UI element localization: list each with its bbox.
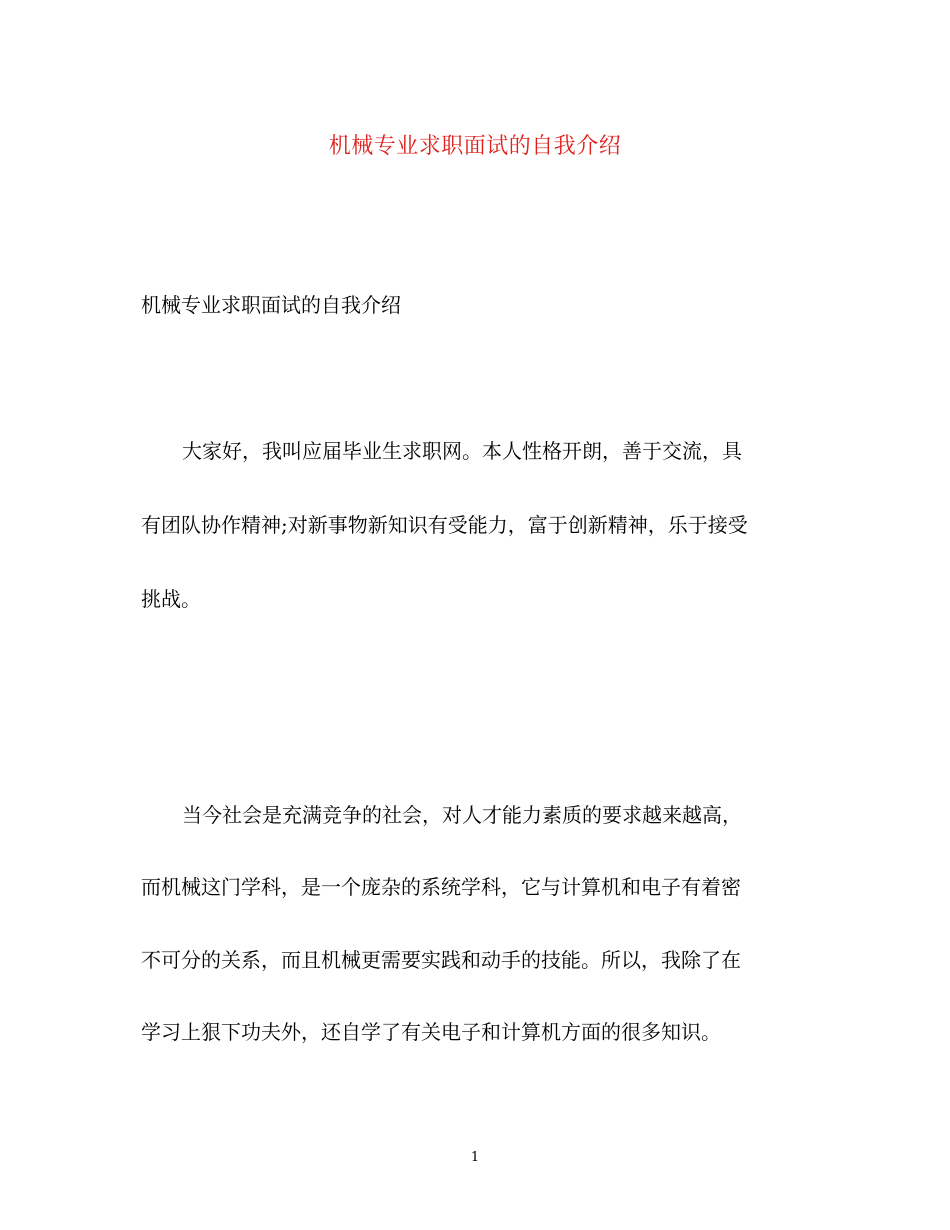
paragraph-line: 挑战。 xyxy=(141,587,201,611)
paragraph-line: 学习上狠下功夫外，还自学了有关电子和计算机方面的很多知识。 xyxy=(141,1020,721,1044)
paragraph-line: 有团队协作精神;对新事物新知识有受能力，富于创新精神，乐于接受 xyxy=(141,513,748,537)
document-title: 机械专业求职面试的自我介绍 xyxy=(328,134,622,159)
page-number: 1 xyxy=(470,1150,480,1165)
paragraph-line: 当今社会是充满竞争的社会，对人才能力素质的要求越来越高， xyxy=(182,803,742,827)
paragraph-line: 大家好，我叫应届毕业生求职网。本人性格开朗，善于交流，具 xyxy=(182,439,742,463)
paragraph-line: 而机械这门学科，是一个庞杂的系统学科，它与计算机和电子有着密 xyxy=(141,875,741,899)
paragraph-line: 不可分的关系，而且机械更需要实践和动手的技能。所以，我除了在 xyxy=(141,948,741,972)
document-subtitle: 机械专业求职面试的自我介绍 xyxy=(141,293,401,317)
